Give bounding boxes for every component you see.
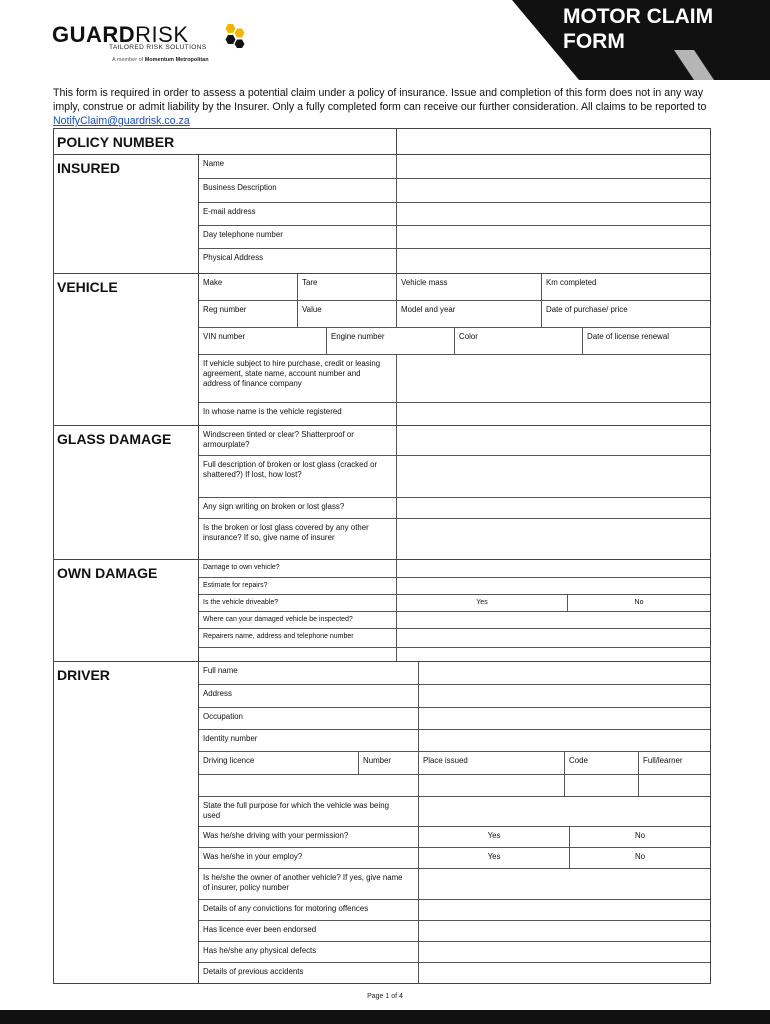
purpose-input[interactable] (419, 797, 710, 826)
form-row (199, 648, 710, 661)
vehicle-mass-field[interactable]: Vehicle mass (397, 274, 542, 300)
form-row (199, 560, 710, 578)
reg-number-field[interactable]: Reg number (199, 301, 298, 327)
form-row (199, 921, 710, 942)
permission-yes-option[interactable]: Yes (419, 827, 570, 847)
field-label: Is the vehicle driveable? (199, 595, 397, 611)
business-description-input[interactable] (397, 179, 710, 202)
section-glass-damage (54, 426, 710, 560)
form-title-line1: MOTOR CLAIM (563, 5, 714, 28)
code-field[interactable]: Code (565, 752, 639, 774)
section-own-damage (54, 560, 710, 662)
field-label: Details of any convictions for motoring offences (199, 900, 419, 920)
field-label: Damage to own vehicle? (199, 560, 397, 577)
licence-number-field[interactable]: Number (359, 752, 419, 774)
other-vehicle-input[interactable] (419, 869, 710, 899)
field-label: In whose name is the vehicle registered (199, 403, 397, 425)
field-label: Address (199, 685, 419, 707)
field-label: Full description of broken or lost glass (cracked or shattered?) If lost, how lost? (199, 456, 397, 497)
form-row (199, 203, 710, 226)
page-number: Page 1 of 4 (367, 993, 403, 1000)
repairers-extra-input[interactable] (397, 648, 710, 661)
field-label: Was he/she driving with your permission? (199, 827, 419, 847)
place-issued-input[interactable] (419, 775, 565, 796)
form-row (199, 456, 710, 498)
form-row (199, 328, 710, 355)
field-label: Full name (199, 662, 419, 684)
registered-owner-input[interactable] (397, 403, 710, 425)
section-vehicle (54, 274, 710, 426)
driveable-no-option[interactable]: No (634, 599, 644, 606)
own-damage-fields (199, 560, 710, 661)
form-row (199, 942, 710, 963)
field-label: Was he/she in your employ? (199, 848, 419, 868)
endorsed-input[interactable] (419, 921, 710, 941)
form-row (199, 226, 710, 249)
field-label: Windscreen tinted or clear? Shatterproof or armourplate? (199, 426, 397, 455)
code-input[interactable] (565, 775, 639, 796)
section-policy (54, 129, 710, 155)
form-row (199, 629, 710, 648)
blank-label (199, 775, 419, 796)
claim-form (53, 128, 711, 984)
section-insured (54, 155, 710, 274)
form-title-line2: FORM (563, 30, 625, 53)
policy-number-input[interactable] (397, 129, 710, 154)
form-row (199, 827, 710, 848)
sign-writing-input[interactable] (397, 498, 710, 518)
license-renewal-field[interactable]: Date of license renewal (587, 332, 670, 341)
field-label: Has he/she any physical defects (199, 942, 419, 962)
defects-input[interactable] (419, 942, 710, 962)
full-learner-input[interactable] (639, 775, 710, 796)
form-row (199, 730, 710, 752)
section-title-vehicle: VEHICLE (54, 274, 199, 425)
field-label: Details of previous accidents (199, 963, 419, 983)
form-row (199, 685, 710, 708)
field-label: Day telephone number (199, 226, 397, 248)
form-row (199, 249, 710, 273)
inspection-location-input[interactable] (397, 612, 710, 628)
form-row (199, 775, 710, 797)
field-label: State the full purpose for which the vehicle was being used (199, 797, 419, 826)
finance-company-input[interactable] (397, 355, 710, 402)
driver-occupation-input[interactable] (419, 708, 710, 729)
full-learner-field[interactable]: Full/learner (643, 756, 683, 765)
make-field[interactable]: Make (199, 274, 298, 300)
form-row (199, 301, 710, 328)
field-label: E-mail address (199, 203, 397, 225)
field-label: Name (199, 155, 397, 178)
form-row (199, 797, 710, 827)
intro-text: This form is required in order to assess a potential claim under a policy of insurance. Issue and completion of this form does not in any way imply, construe or admit liability by the Insurer. Only a fully completed form can receive our further consideration. All claims to be reported to (53, 87, 707, 113)
form-row (199, 595, 710, 612)
purchase-date-field[interactable]: Date of purchase/ price (546, 305, 628, 314)
glass-description-input[interactable] (397, 456, 710, 497)
logo-tagline: TAILORED RISK SOLUTIONS (109, 44, 207, 51)
logo-light: RISK (135, 22, 189, 47)
field-label: Has licence ever been endorsed (199, 921, 419, 941)
glass-fields (199, 426, 710, 559)
insured-name-input[interactable] (397, 155, 710, 178)
own-damage-input[interactable] (397, 560, 710, 577)
member-name: Momentum Metropolitan (144, 57, 209, 63)
insured-fields (199, 155, 710, 273)
employ-yes-option[interactable]: Yes (419, 848, 570, 868)
engine-number-field[interactable]: Engine number (327, 328, 455, 354)
employ-no-option[interactable]: No (634, 852, 646, 861)
field-label: Driving licence (199, 752, 359, 774)
section-title-glass: GLASS DAMAGE (54, 426, 199, 559)
footer-bar (0, 1010, 770, 1024)
form-row (199, 848, 710, 869)
permission-no-option[interactable]: No (634, 831, 646, 840)
field-label: Where can your damaged vehicle be inspected? (199, 612, 397, 628)
form-row (199, 900, 710, 921)
model-year-field[interactable]: Model and year (397, 301, 542, 327)
driver-address-input[interactable] (419, 685, 710, 707)
form-row (199, 519, 710, 559)
intro-paragraph (53, 86, 718, 128)
form-row (199, 612, 710, 629)
form-row (199, 403, 710, 425)
section-driver (54, 662, 710, 984)
section-title-policy: POLICY NUMBER (54, 129, 397, 154)
logo-hexagon-icon (222, 22, 248, 48)
field-label: Identity number (199, 730, 419, 751)
day-telephone-input[interactable] (397, 226, 710, 248)
form-row (199, 963, 710, 983)
form-row (199, 662, 710, 685)
blank-label (199, 648, 397, 661)
member-prefix: A member of (112, 57, 144, 63)
form-row (199, 498, 710, 519)
field-label: Occupation (199, 708, 419, 729)
driver-name-input[interactable] (419, 662, 710, 684)
convictions-input[interactable] (419, 900, 710, 920)
physical-address-input[interactable] (397, 249, 710, 273)
form-row (199, 708, 710, 730)
form-row (199, 869, 710, 900)
section-title-driver: DRIVER (54, 662, 199, 983)
form-row (199, 578, 710, 595)
repairers-input[interactable] (397, 629, 710, 647)
form-row (199, 752, 710, 775)
previous-accidents-input[interactable] (419, 963, 710, 983)
claims-email-link[interactable]: NotifyClaim@guardrisk.co.za (53, 115, 190, 127)
windscreen-input[interactable] (397, 426, 710, 455)
field-label: Repairers name, address and telephone number (199, 629, 397, 647)
logo-bold: GUARD (52, 22, 136, 47)
value-field[interactable]: Value (298, 301, 397, 327)
field-label: Is he/she the owner of another vehicle? If yes, give name of insurer, policy number (199, 869, 419, 899)
vehicle-fields (199, 274, 710, 425)
field-label: Estimate for repairs? (199, 578, 397, 594)
field-label: Business Description (199, 179, 397, 202)
km-completed-field[interactable]: Km completed (546, 278, 597, 287)
tare-field[interactable]: Tare (298, 274, 397, 300)
field-label: Physical Address (199, 249, 397, 273)
section-title-own-damage: OWN DAMAGE (54, 560, 199, 661)
color-field[interactable]: Color (455, 328, 583, 354)
glass-insurer-input[interactable] (397, 519, 710, 559)
form-row (199, 274, 710, 301)
member-line (112, 57, 209, 63)
form-title (563, 4, 713, 54)
driveable-yes-option[interactable]: Yes (397, 595, 568, 611)
field-label: If vehicle subject to hire purchase, credit or leasing agreement, state name, account number and address of finance company (199, 355, 397, 402)
email-input[interactable] (397, 203, 710, 225)
identity-number-input[interactable] (419, 730, 710, 751)
form-row (199, 355, 710, 403)
form-row (199, 426, 710, 456)
repair-estimate-input[interactable] (397, 578, 710, 594)
form-row (199, 179, 710, 203)
vin-number-field[interactable]: VIN number (199, 328, 327, 354)
driver-fields (199, 662, 710, 983)
form-row (199, 155, 710, 179)
field-label: Is the broken or lost glass covered by any other insurance? If so, give name of insurer (199, 519, 397, 559)
section-title-insured: INSURED (54, 155, 199, 273)
place-issued-field[interactable]: Place issued (419, 752, 565, 774)
field-label: Any sign writing on broken or lost glass? (199, 498, 397, 518)
